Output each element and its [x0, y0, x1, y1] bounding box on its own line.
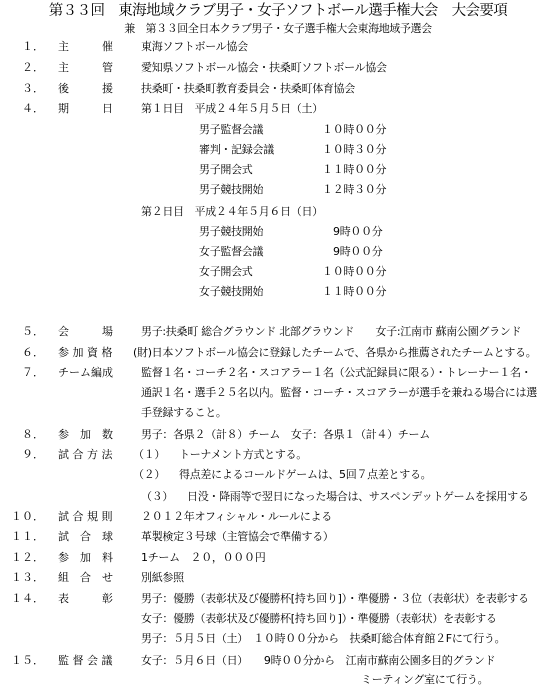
section-label: 期 日 [58, 102, 113, 115]
section-value: 女子：５月６日（日） 9時００分から 江南市蘇南公園多目的グランド [141, 654, 496, 667]
schedule-item-time: 9時００分 [333, 225, 383, 238]
section-value: 別紙参照 [141, 571, 184, 584]
section-label: 主 管 [58, 61, 113, 74]
schedule-item-time: １１時００分 [322, 285, 387, 298]
schedule-item-time: １０時３０分 [322, 143, 387, 156]
method-number: （１） [133, 448, 166, 461]
section-label: 試 合 方 法 [58, 448, 113, 461]
section-number: ３． [22, 82, 44, 95]
method-number: （３） [141, 490, 174, 503]
section-number: １３． [11, 571, 44, 584]
section-label: 組 合 せ [58, 571, 113, 584]
schedule-item-label: 男子競技開始 [199, 183, 264, 196]
section-number: ８． [22, 428, 44, 441]
section-value: 男子：優勝（表彰状及び優勝杯[持ち回り]）・準優勝・３位（表彰状）を表彰する [141, 592, 529, 605]
section-value: 扶桑町・扶桑町教育委員会・扶桑町体育協会 [141, 82, 355, 95]
schedule-item-label: 男子開会式 [199, 163, 253, 176]
method-text: 得点差によるコールドゲームは、5回７点差とする。 [179, 468, 432, 481]
section-number: ９． [22, 448, 44, 461]
schedule-item-time: 9時００分 [333, 245, 383, 258]
page-title: 第３３回 東海地域クラブ男子・女子ソフトボール選手権大会 大会要項 [48, 3, 508, 19]
section-value: 男子：各県２（計８）チーム 女子：各県１（計４）チーム [141, 428, 430, 441]
section-number: １０． [11, 510, 44, 523]
schedule-item-label: 女子競技開始 [199, 285, 264, 298]
section-value: 1チーム ２０，０００円 [141, 551, 266, 564]
section-number: ５． [22, 325, 44, 338]
schedule-item-time: １２時３０分 [322, 183, 387, 196]
meeting-line: 男子：５月５日（土） １０時００分から 扶桑町総合体育館２Fにて行う。 [141, 632, 506, 645]
section-label: 参 加 資 格 [58, 346, 113, 359]
section-value: 東海ソフトボール協会 [141, 40, 248, 53]
schedule-item-label: 女子開会式 [199, 265, 253, 278]
section-value: 監督１名・コーチ２名・スコアラー１名（公式記録員に限る）・トレーナー１名・ [141, 366, 532, 379]
schedule-item-time: １０時００分 [322, 123, 387, 136]
schedule-day2: 第２日目 平成２４年５月６日（日） [141, 205, 323, 218]
section-number: １１． [11, 530, 44, 543]
section-number: １． [22, 40, 44, 53]
section-label: 参 加 数 [58, 428, 113, 441]
schedule-day1: 第１日目 平成２４年５月５日（土） [141, 102, 323, 115]
section-value: (財)日本ソフトボール協会に登録したチームで、各県から推薦されたチームとする。 [133, 346, 537, 359]
section-number: １５． [11, 654, 44, 667]
section-value: 男子:扶桑町 総合グラウンド 北部グラウンド 女子:江南市 蘇南公園グランド [141, 325, 522, 338]
section-number: １２． [11, 551, 44, 564]
section-label: 監 督 会 議 [58, 654, 113, 667]
team-line: 通訳１名・選手２５名以内。監督・コーチ・スコアラーが選手を兼ねる場合には選 [141, 386, 537, 399]
section-value: ２０１２年オフィシャル・ルールによる [141, 510, 332, 523]
meeting-line: ミーティング室にて行う。 [361, 673, 489, 686]
schedule-item-label: 審判・記録会議 [199, 143, 274, 156]
section-label: 試 合 規 則 [58, 510, 113, 523]
section-value: 革製検定３号球（主管協会で準備する） [141, 530, 334, 543]
team-line: 手登録すること。 [141, 406, 227, 419]
method-number: （２） [133, 468, 166, 481]
schedule-item-time: １１時００分 [322, 163, 387, 176]
section-label: 参 加 料 [58, 551, 113, 564]
section-value: 愛知県ソフトボール協会・扶桑町ソフトボール協会 [141, 61, 387, 74]
method-text: 日没・降雨等で翌日になった場合は、サスペンデットゲームを採用する [187, 490, 529, 503]
section-number: ２． [22, 61, 44, 74]
schedule-item-time: １０時００分 [322, 265, 387, 278]
section-label: チーム編成 [58, 366, 113, 379]
page-subtitle: 兼 第３３回全日本クラブ男子・女子選手権大会東海地域予選会 [124, 22, 432, 35]
method-text: トーナメント方式とする。 [179, 448, 307, 461]
schedule-item-label: 男子監督会議 [199, 123, 264, 136]
section-number: ７． [22, 366, 44, 379]
award-line: 女子：優勝（表彰状及び優勝杯[持ち回り]）・準優勝（表彰状）を表彰する [141, 612, 497, 625]
schedule-item-label: 女子監督会議 [199, 245, 264, 258]
section-label: 表 彰 [58, 592, 113, 605]
section-number: ４． [22, 102, 44, 115]
schedule-item-label: 男子競技開始 [199, 225, 264, 238]
section-label: 試 合 球 [58, 530, 113, 543]
section-number: ６． [22, 346, 44, 359]
section-number: １４． [11, 592, 44, 605]
section-label: 主 催 [58, 40, 113, 53]
section-label: 会 場 [58, 325, 113, 338]
section-label: 後 援 [58, 82, 113, 95]
